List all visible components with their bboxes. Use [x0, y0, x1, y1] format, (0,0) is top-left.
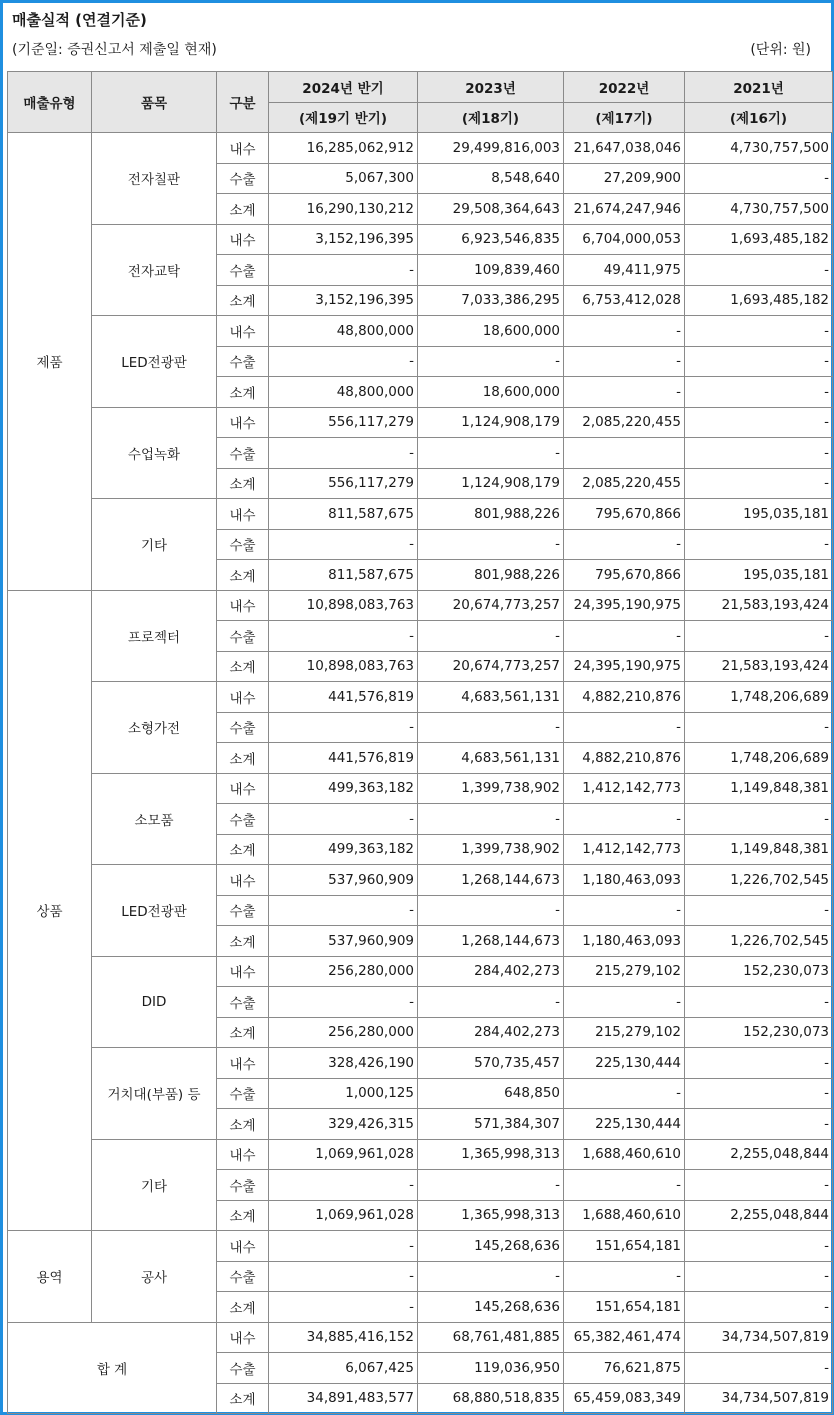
- header-period-term: (제18기): [418, 102, 564, 133]
- value-cell: 24,395,190,975: [564, 590, 685, 621]
- gubun-cell: 내수: [217, 865, 269, 896]
- value-cell: 10,898,083,763: [269, 590, 418, 621]
- value-cell: 65,459,083,349: [564, 1383, 685, 1414]
- value-cell: 1,693,485,182: [685, 224, 833, 255]
- value-cell: 34,885,416,152: [269, 1322, 418, 1353]
- value-cell: 1,226,702,545: [685, 926, 833, 957]
- item-name-cell: 전자교탁: [92, 224, 217, 316]
- value-cell: 1,688,460,610: [564, 1200, 685, 1231]
- value-cell: 27,209,900: [564, 163, 685, 194]
- value-cell: 225,130,444: [564, 1109, 685, 1140]
- gubun-cell: 소계: [217, 1200, 269, 1231]
- value-cell: 8,548,640: [418, 163, 564, 194]
- value-cell: -: [418, 1170, 564, 1201]
- value-cell: 34,734,507,819: [685, 1383, 833, 1414]
- gubun-cell: 내수: [217, 407, 269, 438]
- value-cell: 215,279,102: [564, 956, 685, 987]
- value-cell: 109,839,460: [418, 255, 564, 286]
- value-cell: 811,587,675: [269, 560, 418, 591]
- value-cell: -: [685, 1170, 833, 1201]
- item-name-cell: 소형가전: [92, 682, 217, 774]
- gubun-cell: 내수: [217, 1231, 269, 1262]
- value-cell: 556,117,279: [269, 468, 418, 499]
- value-cell: -: [269, 621, 418, 652]
- value-cell: -: [685, 438, 833, 469]
- item-name-cell: 소모품: [92, 773, 217, 865]
- value-cell: 1,268,144,673: [418, 865, 564, 896]
- table-row: [8, 590, 833, 621]
- value-cell: 215,279,102: [564, 1017, 685, 1048]
- value-cell: 1,226,702,545: [685, 865, 833, 896]
- value-cell: 16,290,130,212: [269, 194, 418, 225]
- gubun-cell: 수출: [217, 438, 269, 469]
- value-cell: 76,621,875: [564, 1353, 685, 1384]
- value-cell: 795,670,866: [564, 499, 685, 530]
- value-cell: -: [685, 377, 833, 408]
- value-cell: -: [564, 1261, 685, 1292]
- gubun-cell: 소계: [217, 1109, 269, 1140]
- value-cell: -: [685, 895, 833, 926]
- value-cell: 284,402,273: [418, 956, 564, 987]
- value-cell: 571,384,307: [418, 1109, 564, 1140]
- table-row: [8, 224, 833, 255]
- value-cell: -: [685, 712, 833, 743]
- value-cell: 3,152,196,395: [269, 285, 418, 316]
- value-cell: -: [564, 316, 685, 347]
- value-cell: 48,800,000: [269, 316, 418, 347]
- gubun-cell: 소계: [217, 194, 269, 225]
- value-cell: 151,654,181: [564, 1231, 685, 1262]
- value-cell: -: [685, 804, 833, 835]
- value-cell: -: [418, 346, 564, 377]
- value-cell: -: [685, 621, 833, 652]
- value-cell: 18,600,000: [418, 316, 564, 347]
- value-cell: -: [685, 1231, 833, 1262]
- item-name-cell: LED전광판: [92, 865, 217, 957]
- gubun-cell: 내수: [217, 224, 269, 255]
- value-cell: -: [685, 987, 833, 1018]
- value-cell: 1,693,485,182: [685, 285, 833, 316]
- value-cell: -: [564, 712, 685, 743]
- value-cell: 1,268,144,673: [418, 926, 564, 957]
- gubun-cell: 소계: [217, 1292, 269, 1323]
- value-cell: 441,576,819: [269, 682, 418, 713]
- value-cell: 556,117,279: [269, 407, 418, 438]
- value-cell: 119,036,950: [418, 1353, 564, 1384]
- gubun-cell: 내수: [217, 1139, 269, 1170]
- value-cell: 6,923,546,835: [418, 224, 564, 255]
- value-cell: 195,035,181: [685, 560, 833, 591]
- value-cell: -: [269, 1231, 418, 1262]
- value-cell: 1,748,206,689: [685, 682, 833, 713]
- value-cell: 68,880,518,835: [418, 1383, 564, 1414]
- value-cell: 145,268,636: [418, 1231, 564, 1262]
- value-cell: -: [418, 529, 564, 560]
- gubun-cell: 소계: [217, 1383, 269, 1414]
- value-cell: -: [269, 804, 418, 835]
- total-row: [8, 1322, 833, 1353]
- table-row: [8, 956, 833, 987]
- gubun-cell: 소계: [217, 285, 269, 316]
- value-cell: -: [269, 438, 418, 469]
- gubun-cell: 소계: [217, 651, 269, 682]
- value-cell: 6,704,000,053: [564, 224, 685, 255]
- header-period-year: 2021년: [685, 72, 833, 103]
- value-cell: 65,382,461,474: [564, 1322, 685, 1353]
- gubun-cell: 수출: [217, 621, 269, 652]
- value-cell: 152,230,073: [685, 1017, 833, 1048]
- gubun-cell: 내수: [217, 133, 269, 164]
- value-cell: 20,674,773,257: [418, 590, 564, 621]
- value-cell: 1,124,908,179: [418, 407, 564, 438]
- value-cell: -: [269, 1292, 418, 1323]
- value-cell: -: [564, 529, 685, 560]
- header-period-year: 2023년: [418, 72, 564, 103]
- value-cell: 4,730,757,500: [685, 133, 833, 164]
- value-cell: -: [269, 1261, 418, 1292]
- gubun-cell: 수출: [217, 346, 269, 377]
- gubun-cell: 수출: [217, 1353, 269, 1384]
- value-cell: -: [418, 1261, 564, 1292]
- value-cell: 2,085,220,455: [564, 407, 685, 438]
- table-row: [8, 682, 833, 713]
- value-cell: 68,761,481,885: [418, 1322, 564, 1353]
- value-cell: -: [685, 468, 833, 499]
- value-cell: -: [418, 987, 564, 1018]
- value-cell: 34,891,483,577: [269, 1383, 418, 1414]
- value-cell: 48,800,000: [269, 377, 418, 408]
- value-cell: 1,069,961,028: [269, 1200, 418, 1231]
- value-cell: -: [685, 1261, 833, 1292]
- gubun-cell: 소계: [217, 834, 269, 865]
- item-name-cell: LED전광판: [92, 316, 217, 408]
- table-row: [8, 407, 833, 438]
- item-name-cell: 공사: [92, 1231, 217, 1323]
- value-cell: [564, 438, 685, 469]
- gubun-cell: 소계: [217, 468, 269, 499]
- value-cell: 29,508,364,643: [418, 194, 564, 225]
- value-cell: 2,255,048,844: [685, 1200, 833, 1231]
- value-cell: 3,152,196,395: [269, 224, 418, 255]
- gubun-cell: 수출: [217, 529, 269, 560]
- value-cell: 1,412,142,773: [564, 773, 685, 804]
- value-cell: 1,149,848,381: [685, 773, 833, 804]
- gubun-cell: 소계: [217, 1017, 269, 1048]
- value-cell: 195,035,181: [685, 499, 833, 530]
- value-cell: 1,399,738,902: [418, 834, 564, 865]
- value-cell: 795,670,866: [564, 560, 685, 591]
- value-cell: 441,576,819: [269, 743, 418, 774]
- value-cell: 34,734,507,819: [685, 1322, 833, 1353]
- value-cell: 1,399,738,902: [418, 773, 564, 804]
- value-cell: 811,587,675: [269, 499, 418, 530]
- total-label-cell: 합 계: [8, 1322, 217, 1414]
- value-cell: -: [564, 1170, 685, 1201]
- value-cell: 1,412,142,773: [564, 834, 685, 865]
- value-cell: -: [269, 895, 418, 926]
- document-title: 매출실적 (연결기준): [12, 11, 147, 29]
- value-cell: 1,180,463,093: [564, 926, 685, 957]
- table-row: [8, 316, 833, 347]
- value-cell: 1,149,848,381: [685, 834, 833, 865]
- item-name-cell: 거치대(부품) 등: [92, 1048, 217, 1140]
- unit-note: (단위: 원): [750, 42, 811, 58]
- value-cell: -: [564, 987, 685, 1018]
- value-cell: 4,882,210,876: [564, 743, 685, 774]
- value-cell: -: [269, 712, 418, 743]
- value-cell: 499,363,182: [269, 773, 418, 804]
- value-cell: -: [269, 346, 418, 377]
- table-row: [8, 1139, 833, 1170]
- value-cell: -: [685, 1109, 833, 1140]
- value-cell: -: [269, 529, 418, 560]
- value-cell: -: [685, 529, 833, 560]
- value-cell: -: [418, 804, 564, 835]
- value-cell: -: [418, 438, 564, 469]
- gubun-cell: 내수: [217, 316, 269, 347]
- value-cell: 499,363,182: [269, 834, 418, 865]
- value-cell: -: [269, 987, 418, 1018]
- value-cell: -: [685, 1292, 833, 1323]
- value-cell: 1,748,206,689: [685, 743, 833, 774]
- value-cell: 6,067,425: [269, 1353, 418, 1384]
- table-row: [8, 1231, 833, 1262]
- table-body: [8, 133, 833, 1414]
- value-cell: -: [418, 712, 564, 743]
- value-cell: 21,674,247,946: [564, 194, 685, 225]
- item-name-cell: 전자칠판: [92, 133, 217, 225]
- item-name-cell: 기타: [92, 1139, 217, 1231]
- sales-type-cell: 상품: [8, 590, 92, 1231]
- value-cell: 21,583,193,424: [685, 651, 833, 682]
- gubun-cell: 수출: [217, 712, 269, 743]
- value-cell: 4,730,757,500: [685, 194, 833, 225]
- value-cell: 4,683,561,131: [418, 743, 564, 774]
- value-cell: -: [685, 1353, 833, 1384]
- gubun-cell: 내수: [217, 1322, 269, 1353]
- value-cell: -: [685, 1078, 833, 1109]
- value-cell: -: [685, 407, 833, 438]
- value-cell: 1,688,460,610: [564, 1139, 685, 1170]
- item-name-cell: 프로젝터: [92, 590, 217, 682]
- value-cell: 1,124,908,179: [418, 468, 564, 499]
- gubun-cell: 수출: [217, 1078, 269, 1109]
- gubun-cell: 수출: [217, 895, 269, 926]
- table-header: [8, 72, 833, 133]
- value-cell: 1,180,463,093: [564, 865, 685, 896]
- value-cell: 24,395,190,975: [564, 651, 685, 682]
- value-cell: -: [418, 621, 564, 652]
- item-name-cell: 기타: [92, 499, 217, 591]
- table-row: [8, 1048, 833, 1079]
- value-cell: 21,647,038,046: [564, 133, 685, 164]
- value-cell: 29,499,816,003: [418, 133, 564, 164]
- value-cell: 2,085,220,455: [564, 468, 685, 499]
- gubun-cell: 내수: [217, 590, 269, 621]
- value-cell: 18,600,000: [418, 377, 564, 408]
- item-name-cell: 수업녹화: [92, 407, 217, 499]
- value-cell: 1,069,961,028: [269, 1139, 418, 1170]
- value-cell: -: [685, 316, 833, 347]
- value-cell: -: [564, 804, 685, 835]
- gubun-cell: 내수: [217, 956, 269, 987]
- gubun-cell: 소계: [217, 743, 269, 774]
- value-cell: 801,988,226: [418, 560, 564, 591]
- value-cell: -: [564, 377, 685, 408]
- value-cell: 570,735,457: [418, 1048, 564, 1079]
- sales-type-cell: 제품: [8, 133, 92, 591]
- value-cell: 20,674,773,257: [418, 651, 564, 682]
- gubun-cell: 수출: [217, 163, 269, 194]
- value-cell: 328,426,190: [269, 1048, 418, 1079]
- value-cell: -: [685, 163, 833, 194]
- value-cell: -: [564, 621, 685, 652]
- value-cell: 10,898,083,763: [269, 651, 418, 682]
- gubun-cell: 소계: [217, 377, 269, 408]
- value-cell: -: [269, 1170, 418, 1201]
- gubun-cell: 수출: [217, 1261, 269, 1292]
- table-row: [8, 499, 833, 530]
- gubun-cell: 내수: [217, 499, 269, 530]
- gubun-cell: 소계: [217, 926, 269, 957]
- value-cell: -: [418, 895, 564, 926]
- gubun-cell: 내수: [217, 682, 269, 713]
- sales-type-cell: 용역: [8, 1231, 92, 1323]
- value-cell: 537,960,909: [269, 865, 418, 896]
- value-cell: 329,426,315: [269, 1109, 418, 1140]
- value-cell: -: [269, 255, 418, 286]
- value-cell: 49,411,975: [564, 255, 685, 286]
- value-cell: -: [564, 895, 685, 926]
- gubun-cell: 내수: [217, 773, 269, 804]
- header-sales-type: 매출유형: [8, 72, 92, 133]
- table-row: [8, 865, 833, 896]
- value-cell: 225,130,444: [564, 1048, 685, 1079]
- value-cell: -: [685, 255, 833, 286]
- table-row: [8, 133, 833, 164]
- value-cell: 21,583,193,424: [685, 590, 833, 621]
- gubun-cell: 수출: [217, 255, 269, 286]
- value-cell: 801,988,226: [418, 499, 564, 530]
- header-item: 품목: [92, 72, 217, 133]
- value-cell: -: [685, 346, 833, 377]
- value-cell: 4,683,561,131: [418, 682, 564, 713]
- reference-date-note: (기준일: 증권신고서 제출일 현재): [12, 42, 217, 58]
- gubun-cell: 수출: [217, 1170, 269, 1201]
- value-cell: 1,000,125: [269, 1078, 418, 1109]
- value-cell: 5,067,300: [269, 163, 418, 194]
- header-period-term: (제19기 반기): [269, 102, 418, 133]
- header-period-year: 2024년 반기: [269, 72, 418, 103]
- value-cell: 284,402,273: [418, 1017, 564, 1048]
- header-gubun: 구분: [217, 72, 269, 133]
- value-cell: 152,230,073: [685, 956, 833, 987]
- gubun-cell: 소계: [217, 560, 269, 591]
- header-period-term: (제17기): [564, 102, 685, 133]
- value-cell: 145,268,636: [418, 1292, 564, 1323]
- value-cell: 648,850: [418, 1078, 564, 1109]
- gubun-cell: 수출: [217, 987, 269, 1018]
- value-cell: 4,882,210,876: [564, 682, 685, 713]
- item-name-cell: DID: [92, 956, 217, 1048]
- value-cell: 151,654,181: [564, 1292, 685, 1323]
- value-cell: 256,280,000: [269, 1017, 418, 1048]
- value-cell: -: [564, 1078, 685, 1109]
- table-row: [8, 773, 833, 804]
- value-cell: 1,365,998,313: [418, 1139, 564, 1170]
- value-cell: -: [564, 346, 685, 377]
- sales-table: [7, 71, 833, 1414]
- value-cell: 16,285,062,912: [269, 133, 418, 164]
- value-cell: 1,365,998,313: [418, 1200, 564, 1231]
- value-cell: 256,280,000: [269, 956, 418, 987]
- value-cell: 7,033,386,295: [418, 285, 564, 316]
- gubun-cell: 수출: [217, 804, 269, 835]
- value-cell: 2,255,048,844: [685, 1139, 833, 1170]
- gubun-cell: 내수: [217, 1048, 269, 1079]
- header-period-term: (제16기): [685, 102, 833, 133]
- value-cell: 6,753,412,028: [564, 285, 685, 316]
- value-cell: -: [685, 1048, 833, 1079]
- value-cell: 537,960,909: [269, 926, 418, 957]
- header-period-year: 2022년: [564, 72, 685, 103]
